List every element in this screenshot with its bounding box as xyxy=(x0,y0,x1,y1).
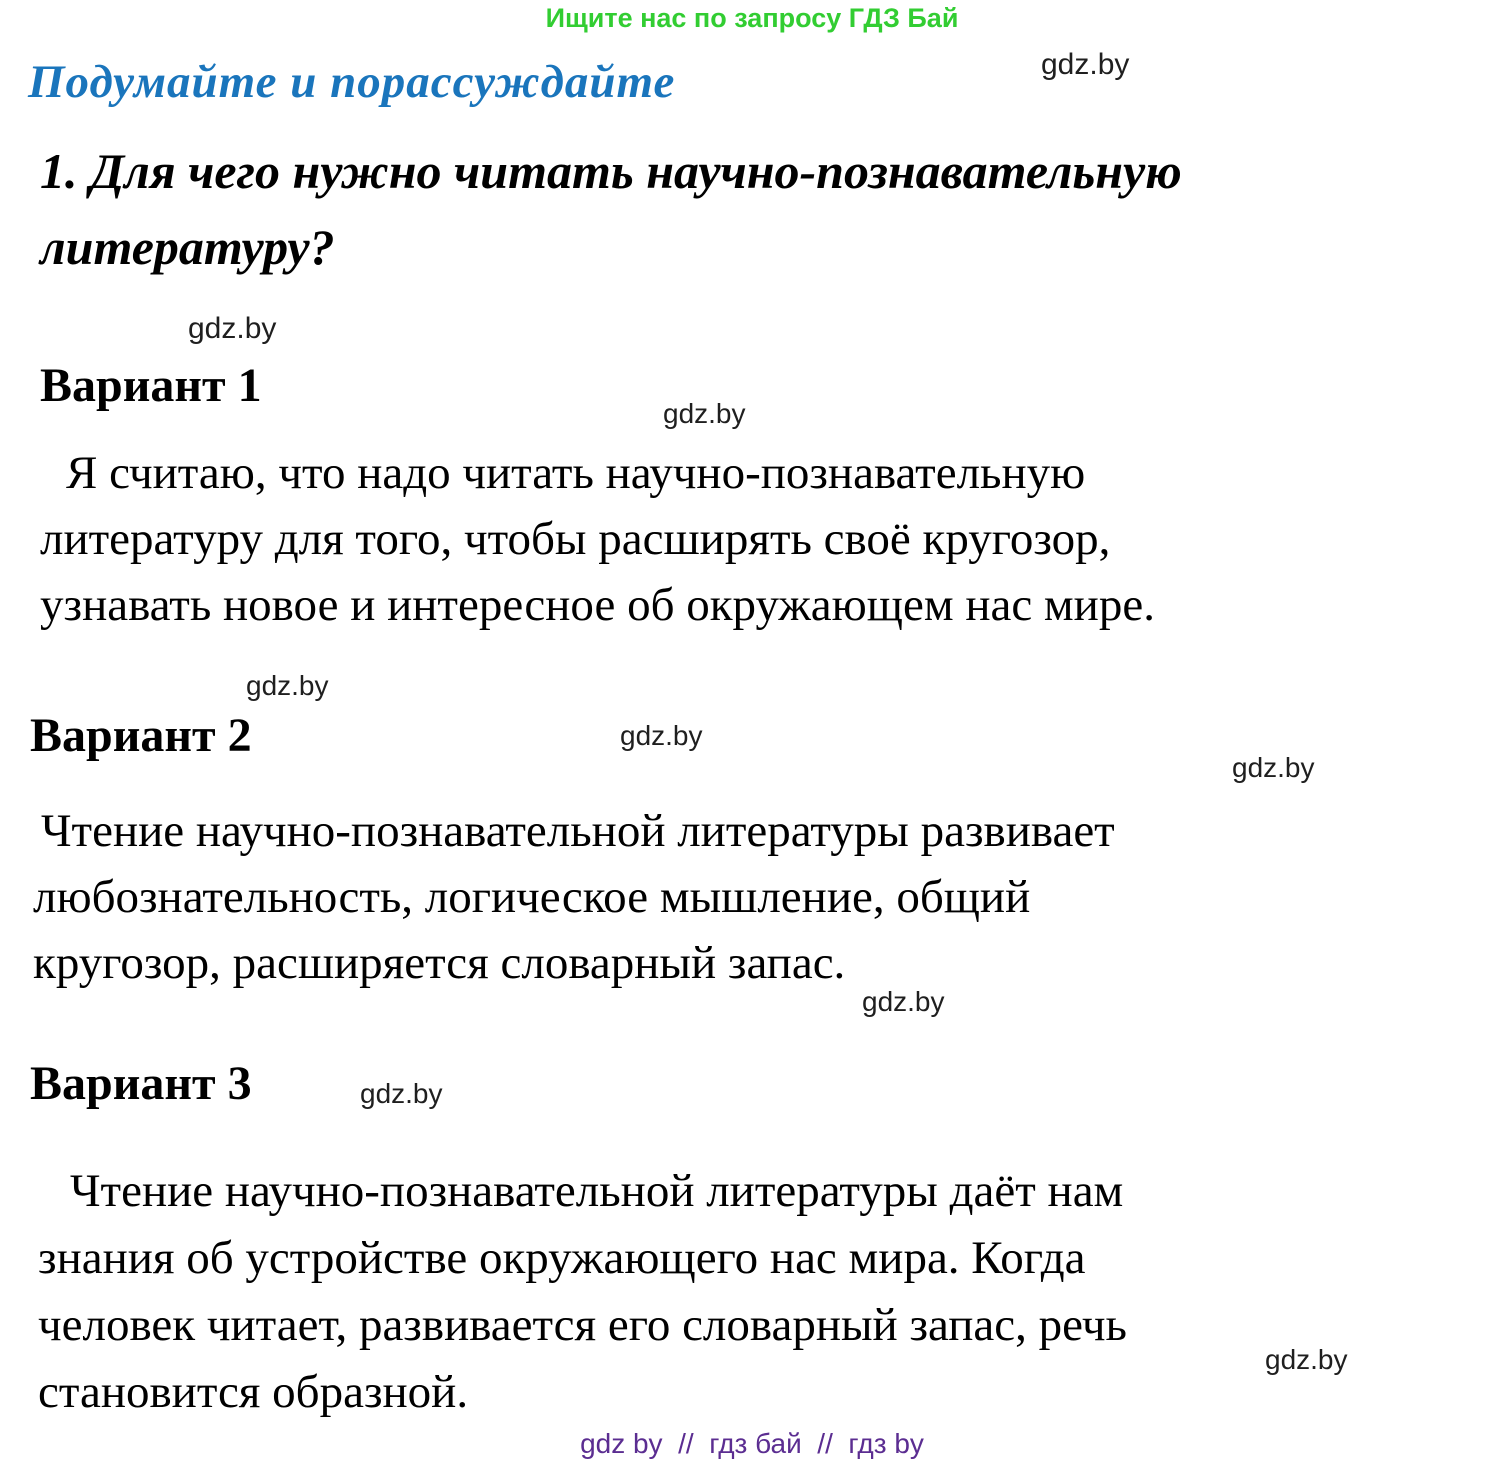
question-line: 1. Для чего нужно читать научно-познавательную xyxy=(40,143,1182,199)
question-title xyxy=(40,133,1182,285)
variant-3-answer xyxy=(38,1158,1127,1426)
promo-banner: Ищите нас по запросу ГДЗ Бай xyxy=(545,3,959,33)
answer-line: любознательность, логическое мышление, общий xyxy=(33,871,1031,923)
gdzby-watermark: gdz.by xyxy=(1041,48,1130,81)
variant-2-answer xyxy=(33,798,1115,996)
gdzby-watermark: gdz.by xyxy=(862,986,945,1017)
answer-line: узнавать новое и интересное об окружающем нас мире. xyxy=(40,579,1155,631)
answer-line: знания об устройстве окружающего нас мира. Когда xyxy=(38,1232,1086,1284)
answer-line: литературу для того, чтобы расширять своё кругозор, xyxy=(40,513,1111,565)
gdzby-watermark: gdz.by xyxy=(620,720,703,751)
gdzby-watermark: gdz.by xyxy=(360,1078,443,1109)
gdzby-watermark: gdz.by xyxy=(188,312,277,345)
answer-line: Чтение научно-познавательной литературы даёт нам xyxy=(70,1165,1124,1217)
gdzby-watermark: gdz.by xyxy=(1232,752,1315,783)
variant-2-title: Вариант 2 xyxy=(30,709,252,762)
answer-line: Я считаю, что надо читать научно-познавательную xyxy=(66,447,1086,499)
section-heading: Подумайте и порассуждайте xyxy=(28,56,676,108)
answer-line: Чтение научно-познавательной литературы развивает xyxy=(41,805,1115,857)
variant-1-answer xyxy=(40,440,1155,638)
answer-line: кругозор, расширяется словарный запас. xyxy=(33,937,846,989)
gdzby-watermark: gdz.by xyxy=(663,398,746,429)
answer-line: человек читает, развивается его словарный запас, речь xyxy=(38,1299,1127,1351)
gdzby-watermark: gdz.by xyxy=(246,670,329,701)
question-line: литературу? xyxy=(40,219,335,275)
footer-search-terms: gdz by // гдз бай // гдз by xyxy=(580,1428,924,1459)
gdzby-watermark: gdz.by xyxy=(1265,1344,1348,1375)
answer-line: становится образной. xyxy=(38,1366,469,1418)
variant-1-title: Вариант 1 xyxy=(40,359,262,412)
variant-3-title: Вариант 3 xyxy=(30,1057,252,1110)
